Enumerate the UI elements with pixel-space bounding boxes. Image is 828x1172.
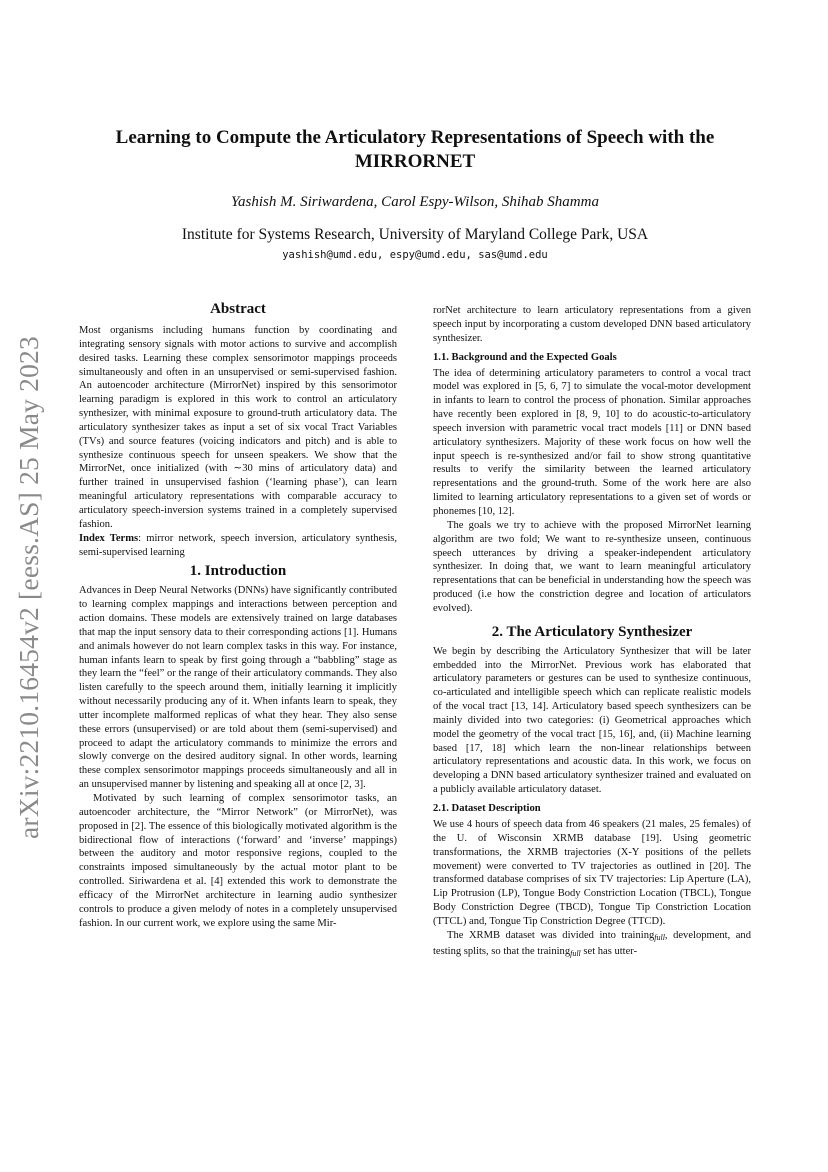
index-terms-label: Index Terms bbox=[79, 532, 139, 544]
intro-paragraph-2: Motivated by such learning of complex sensorimotor tasks, an autoencoder architecture, the “Mirror Network” (or MirrorNet), was proposed in [2]. The essence of this biologically motivated algorithm is the bidirectional flow of interactions (‘forward’ and ‘inverse’ mappings) between the auditory and motor responsive regions, coupled to the constraints imposed simultaneously by the actual motor plant to be controlled. Siriwardena et al. [4] extended this work to demonstrate the efficacy of the MirrorNet architecture in learning audio synthesizer controls to produce a given melody of notes in a completely unsupervised fashion. In our current work, we explore using the same Mir- bbox=[79, 793, 397, 929]
right-column bbox=[433, 304, 751, 960]
dataset-p2-b: , development, and testing splits, so that the training bbox=[433, 929, 751, 957]
background-paragraph-1: The idea of determining articulatory parameters to control a vocal tract model was explored in [5, 6, 7] to simulate the vocal-motor development in infants to learn to control the process of phonation. Similar approaches have recently been explored in [8, 9, 10] to do acoustic-to-articulatory speech inversion with parametric vocal tract models [11] or DNN based articulatory synthesizers. Majority of these work focus on how well the input speech is re-synthesized and/or fail to show strong quantitative results to verify the similarity between the learned articulatory representations and the ground-truth. Some of the work here are also limited to learning articulatory representations to a given set of words or phonemes [10, 12]. bbox=[433, 367, 751, 517]
index-terms-text: : mirror network, speech inversion, articulatory synthesis, semi-supervised learning bbox=[79, 532, 397, 558]
dataset-heading: 2.1. Dataset Description bbox=[433, 803, 541, 814]
introduction-heading: 1. Introduction bbox=[189, 563, 287, 580]
left-column bbox=[79, 300, 397, 930]
title-line-1: Learning to Compute the Articulatory Representations of Speech with the bbox=[115, 127, 715, 148]
subscript-full-1: full bbox=[654, 932, 665, 942]
dataset-p2-a: The XRMB dataset was divided into training bbox=[447, 929, 655, 941]
intro-paragraph-1: Advances in Deep Neural Networks (DNNs) have significantly contributed to learning complex mappings and interactions between perception and action domains. These models are extensively trained on large databases that map the input sensory data to their corresponding actions [1]. Humans and animals however do not learn complex tasks in this way. For instance, human infants learn to speak by first going through a “babbling” stage as they learn the “feel” or the range of their articulatory commands. They also listen carefully to the speech around them, initially learning it implicitly without necessarily producing any of it. When infants learn to speak, they utter incomplete malformed replicas of what they hear. They also sense these errors (unsupervised) or are told about them (semi-supervised) and proceed to adapt the articulatory commands to minimize the errors and slowly converge on the desired auditory signal. In other words, learning these complex sensorimotor mappings proceeds simultaneously and all in an unsupervised manner by listening and speaking all at once [2, 3]. bbox=[79, 585, 397, 791]
dataset-paragraph-1: We use 4 hours of speech data from 46 speakers (21 males, 25 females) of the U. of Wisconsin XRMB database [19]. Using geometric transformations, the XRMB trajectories (X-Y positions of the pellets movement) were converted to TV trajectories as outlined in [20]. The transformed database comprises of six TV trajectories: Lip Aperture (LA), Lip Protrusion (LP), Tongue Body Constriction Location (TBCL), Tongue Body Constriction Degree (TBCD), Tongue Tip Constriction Location (TTCL) and, Tongue Tip Constriction Degree (TTCD). bbox=[433, 819, 751, 927]
paper-title bbox=[80, 126, 750, 174]
dataset-p2-c: set has utter- bbox=[580, 945, 638, 957]
intro-paragraph-2-continued: rorNet architecture to learn articulatory representations from a given speech input by incorporating a custom developed DNN based articulatory synthesizer. bbox=[433, 305, 751, 344]
background-heading: 1.1. Background and the Expected Goals bbox=[433, 351, 617, 363]
affiliation: Institute for Systems Research, University of Maryland College Park, USA bbox=[181, 226, 649, 243]
dataset-paragraph-2 bbox=[433, 929, 751, 961]
background-paragraph-2: The goals we try to achieve with the proposed MirrorNet learning algorithm are two fold; We want to re-synthesize unseen, continuous speech utterances by driving a speaker-independent articulatory synthesizer. In doing that, we want to learn meaningful articulatory representations that can be beneficial in understanding how the speech was produced (i.e how the constriction degree and location of articulators evolved). bbox=[433, 519, 751, 614]
authors: Yashish M. Siriwardena, Carol Espy-Wilson, Shihab Shamma bbox=[231, 194, 599, 210]
abstract-heading: Abstract bbox=[210, 301, 266, 317]
arxiv-stamp: arXiv:2210.16454v2 [eess.AS] 25 May 2023 bbox=[13, 336, 44, 840]
abstract-text: Most organisms including humans function by coordinating and integrating sensory signals with motor actions to survive and accomplish desired tasks. Learning these complex sensorimotor mappings proceeds simultaneously and often in an unsupervised or semi-supervised fashion. An autoencoder architecture (MirrorNet) inspired by this sensorimotor learning paradigm is explored in this work to control an articulatory synthesizer, with minimal exposure to ground-truth articulatory data. The articulatory synthesizer takes as input a set of six vocal Tract Variables (TVs) and source features (voicing indicators and pitch) and is able to synthesize continuous speech for unseen speakers. We show that the MirrorNet, once initialized (with ∼30 mins of articulatory data) and further trained in unsupervised fashion (‘learning phase’), can learn meaningful articulatory representations with comparable accuracy to articulatory speech-inversion systems trained in a completely supervised fashion. bbox=[79, 325, 397, 530]
subscript-full-2: full bbox=[570, 948, 581, 958]
title-line-2: MIRRORNET bbox=[354, 151, 476, 172]
synthesizer-paragraph-1: We begin by describing the Articulatory Synthesizer that will be later embedded into the MirrorNet. Previous work has elaborated that articulatory parameters or gestures can be used to synthesize continuous, co-articulated and intelligible speech which can replicate realistic models of the vocal tract [13, 14]. Articulatory based speech synthesizers can be mainly divided into two categories: (i) Geometrical approaches which model the geometry of the vocal tract [15, 16], and, (ii) Machine learning based [17, 18] which learn the non-linear relationships between articulatory representations and acoustic data. In this work, we focus on developing a DNN based articulatory synthesizer trained and evaluated on a publicly available articulatory dataset. bbox=[433, 645, 751, 796]
synthesizer-heading: 2. The Articulatory Synthesizer bbox=[491, 623, 693, 640]
index-terms bbox=[79, 532, 397, 560]
emails: yashish@umd.edu, espy@umd.edu, sas@umd.edu bbox=[282, 249, 548, 261]
